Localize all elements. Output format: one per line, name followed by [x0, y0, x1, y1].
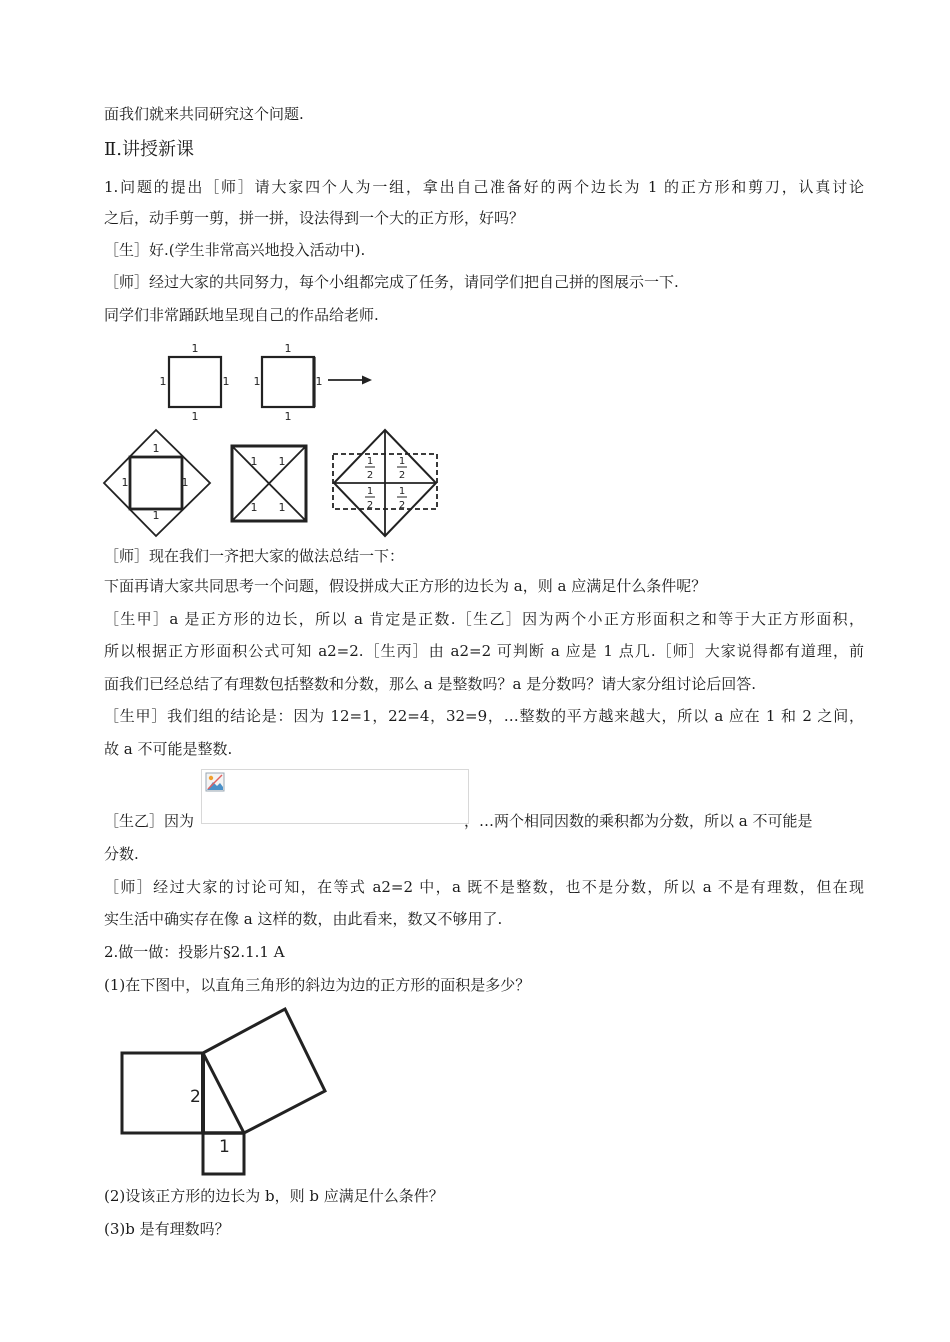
paragraph-students-present: 同学们非常踊跃地呈现自己的作品给老师. — [104, 306, 379, 324]
diagonal-square-label-tl: 1 — [250, 455, 258, 468]
paragraph-group-conclusion-2: 故 a 不可能是整数. — [104, 740, 233, 758]
inner-square — [130, 457, 182, 509]
leg-label-one: 1 — [219, 1137, 230, 1157]
paragraph-summary: ［师］现在我们一齐把大家的做法总结一下： — [104, 547, 405, 565]
diagonal-square-label-tr: 1 — [278, 455, 286, 468]
paragraph-discussion-3: 面我们已经总结了有理数包括整数和分数，那么 a 是整数吗？a 是分数吗？请大家分组讨论后回答. — [104, 675, 756, 693]
paragraph-student-b — [104, 811, 864, 831]
unit-square-2-top-label: 1 — [284, 342, 292, 355]
paragraph-teacher-conclusion-1: ［师］经过大家的讨论可知，在等式 a2=2 中，a 既不是整数，也不是分数，所以 a 不是有理数，但在现 — [104, 878, 864, 896]
diagonal-square-label-br: 1 — [278, 501, 286, 514]
unit-square-1 — [169, 357, 221, 407]
half-tl-den: 2 — [366, 470, 374, 481]
paragraph-discussion-1: ［生甲］a 是正方形的边长，所以 a 肯定是正数.［生乙］因为两个小正方形面积之和等于大正方形面积， — [104, 610, 864, 628]
half-tl-num: 1 — [366, 456, 374, 467]
unit-square-1-left-label: 1 — [159, 375, 167, 388]
paragraph-teacher-show: ［师］经过大家的共同努力，每个小组都完成了任务，请同学们把自己拼的图展示一下. — [104, 273, 679, 291]
diagonal-square-label-bl: 1 — [250, 501, 258, 514]
paragraph-activity-title: 2.做一做：投影片§2.1.1 A — [104, 943, 285, 961]
unit-square-1-right-label: 1 — [222, 375, 230, 388]
diamond-bottom-label: 1 — [152, 509, 160, 522]
half-br-den: 2 — [398, 500, 406, 511]
diamond-top-label: 1 — [152, 442, 160, 455]
paragraph-group-conclusion-1: ［生甲］我们组的结论是：因为 12=1，22=4，32=9，…整数的平方越来越大，所以 a 应在 1 和 2 之间， — [104, 707, 864, 725]
half-tr-den: 2 — [398, 470, 406, 481]
paragraph-question-1: (1)在下图中，以直角三角形的斜边为边的正方形的面积是多少？ — [104, 976, 531, 994]
paragraph-problem-1: 1.问题的提出［师］请大家四个人为一组，拿出自己准备好的两个边长为 1 的正方形和剪刀，认真讨论 — [104, 178, 864, 196]
section-heading: Ⅱ.讲授新课 — [104, 139, 194, 160]
right-triangle-squares-figure — [118, 1005, 333, 1177]
triangle-hypotenuse — [203, 1053, 244, 1133]
unit-square-2 — [262, 357, 314, 407]
unit-square-1-top-label: 1 — [191, 342, 199, 355]
diamond-left-label: 1 — [121, 476, 129, 489]
hypotenuse-square — [203, 1009, 325, 1133]
unit-square-2-right-label: 1 — [315, 375, 323, 388]
paragraph-question-3: (3)b 是有理数吗？ — [104, 1220, 230, 1238]
square-cutting-figure — [100, 338, 445, 538]
paragraph-student-b-end: ，…两个相同因数的乘积都为分数，所以 a 不可能是 — [464, 812, 813, 830]
paragraph-question-a: 下面再请大家共同思考一个问题，假设拼成大正方形的边长为 a，则 a 应满足什么条件呢？ — [104, 577, 707, 595]
half-br-num: 1 — [398, 486, 406, 497]
unit-square-2-left-label: 1 — [253, 375, 261, 388]
unit-square-2-bottom-label: 1 — [284, 410, 292, 423]
half-bl-den: 2 — [366, 500, 374, 511]
paragraph-student-reply: ［生］好.(学生非常高兴地投入活动中). — [104, 241, 366, 259]
paragraph-student-b-start: ［生乙］因为 — [104, 812, 195, 830]
broken-image-icon — [205, 772, 225, 792]
leg-label-two: 2 — [190, 1087, 201, 1107]
diamond-right-label: 1 — [181, 476, 189, 489]
paragraph-student-b-2: 分数. — [104, 845, 139, 863]
paragraph-discussion-2: 所以根据正方形面积公式可知 a2=2.［生丙］由 a2=2 可判断 a 应是 1 点几.［师］大家说得都有道理，前 — [104, 642, 864, 660]
paragraph-intro: 面我们就来共同研究这个问题. — [104, 105, 304, 123]
paragraph-question-2: (2)设该正方形的边长为 b，则 b 应满足什么条件？ — [104, 1187, 444, 1205]
half-bl-num: 1 — [366, 486, 374, 497]
paragraph-problem-2: 之后，动手剪一剪，拼一拼，设法得到一个大的正方形，好吗？ — [104, 209, 525, 227]
paragraph-teacher-conclusion-2: 实生活中确实存在像 a 这样的数，由此看来，数又不够用了. — [104, 910, 503, 928]
half-tr-num: 1 — [398, 456, 406, 467]
unit-square-1-bottom-label: 1 — [191, 410, 199, 423]
